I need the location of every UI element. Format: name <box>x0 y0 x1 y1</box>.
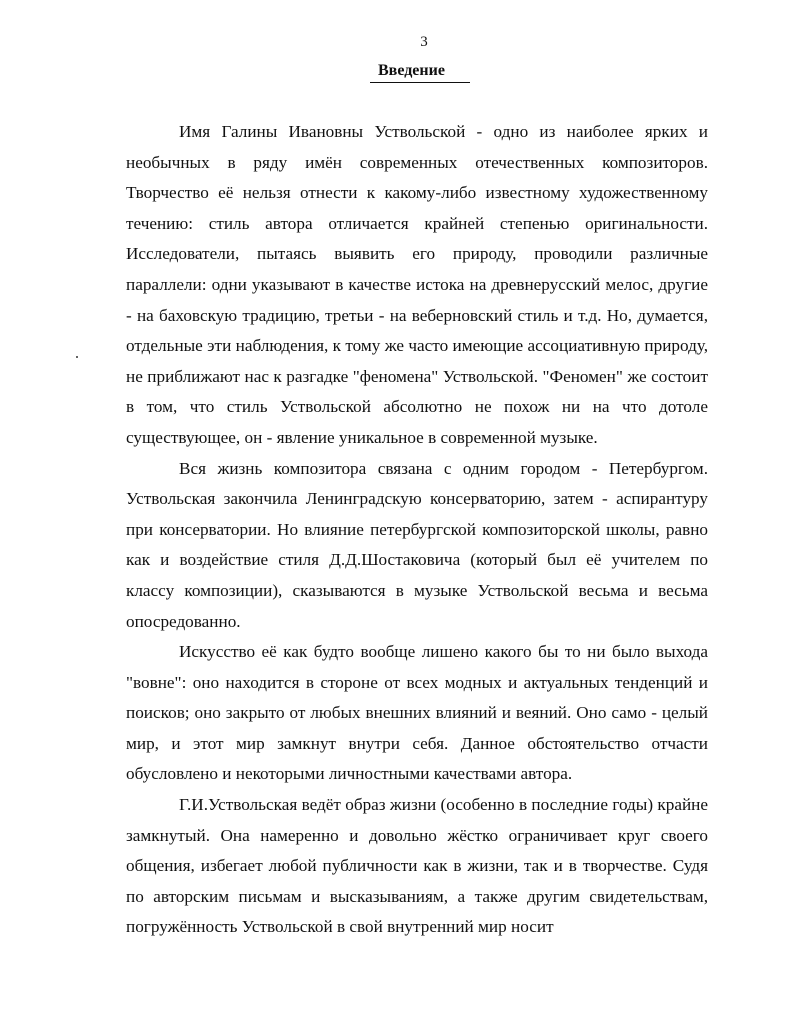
margin-speck <box>76 356 78 358</box>
page-number: 3 <box>420 34 428 50</box>
paragraph-4: Г.И.Уствольская ведёт образ жизни (особенно в последние годы) крайне замкнутый. Она намеренно и довольно жёстко ограничивает круг своего общения, избегает любой публичности как в жизни, так и в творчестве. Судя по авторским письмам и высказываниям, а также другим свидетельствам, погружённость Уствольской в свой внутренний мир носит <box>126 795 708 937</box>
paragraph-2: Вся жизнь композитора связана с одним городом - Петербургом. Уствольская закончила Ленинградскую консерваторию, затем - аспирантуру при консерватории. Но влияние петербургской композиторской школы, равно как и воздействие стиля Д.Д.Шостаковича (который был её учителем по классу композиции), сказываются в музыке Уствольской весьма и весьма опосредованно. <box>126 458 708 631</box>
paragraph-3: Искусство её как будто вообще лишено какого бы то ни было выхода "вовне": оно находится в стороне от всех модных и актуальных тенденций и поисков; оно закрыто от любых внешних влияний и веяний. Оно само - целый мир, и этот мир замкнут внутри себя. Данное обстоятельство отчасти обусловлено и некоторыми личностными качествами автора. <box>126 642 708 784</box>
document-body <box>126 117 708 943</box>
paragraph-1: Имя Галины Ивановны Уствольской - одно из наиболее ярких и необычных в ряду имён современных отечественных композиторов. Творчество её нельзя отнести к какому-либо известному художественному течению: стиль автора отличается крайней степенью оригинальности. Исследователи, пытаясь выявить его природу, проводили различные параллели: одни указывают в качестве истока на древнерусский мелос, другие - на баховскую традицию, третьи - на веберновский стиль и т.д. Но, думается, отдельные эти наблюдения, к тому же часто имеющие ассоциативную природу, не приближают нас к разгадке "феномена" Уствольской. "Феномен" же состоит в том, что стиль Уствольской абсолютно не похож ни на что дотоле существующее, он - явление уникальное в современной музыке. <box>126 122 708 447</box>
page-title: Введение <box>370 60 470 83</box>
